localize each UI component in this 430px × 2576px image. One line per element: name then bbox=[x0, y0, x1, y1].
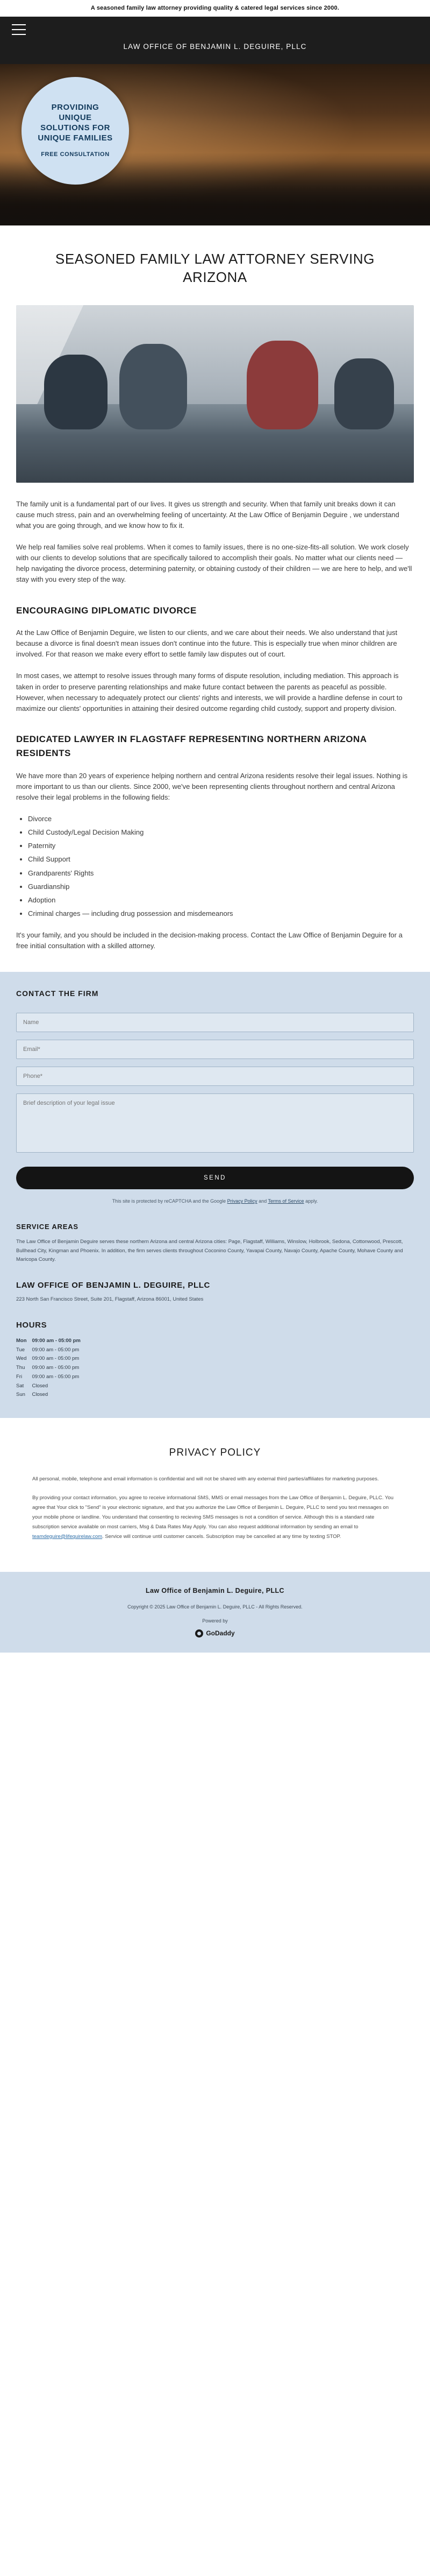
list-item: • Guardianship bbox=[28, 881, 414, 892]
hamburger-bar bbox=[12, 24, 26, 25]
list-item: • Criminal charges — including drug possession and misdemeanors bbox=[28, 908, 414, 919]
photo-person bbox=[247, 341, 318, 429]
footer-powered-by: Powered by bbox=[202, 1618, 228, 1624]
recaptcha-prefix: This site is protected by reCAPTCHA and the Google bbox=[112, 1198, 227, 1204]
site-navbar bbox=[0, 17, 430, 64]
table-row bbox=[16, 1391, 86, 1400]
privacy-heading: PRIVACY POLICY bbox=[169, 1447, 261, 1459]
contact-section bbox=[0, 972, 430, 1418]
hours-table bbox=[16, 1337, 86, 1400]
section-heading-flagstaff: DEDICATED LAWYER IN FLAGSTAFF REPRESENTING NORTHERN ARIZONA RESIDENTS bbox=[16, 733, 367, 759]
office-name: LAW OFFICE OF BENJAMIN L. DEGUIRE, PLLC bbox=[16, 1280, 210, 1290]
hamburger-menu-icon[interactable] bbox=[12, 24, 26, 35]
site-footer bbox=[0, 1572, 430, 1653]
contact-email-link[interactable]: teamdeguire@lifequirelaw.com bbox=[32, 1533, 103, 1540]
hours-time: 09:00 am - 05:00 pm bbox=[32, 1356, 80, 1362]
send-button[interactable]: SEND bbox=[16, 1167, 414, 1189]
hours-time: Closed bbox=[32, 1392, 48, 1398]
list-item: • Adoption bbox=[28, 895, 414, 906]
hours-time: 09:00 am - 05:00 pm bbox=[32, 1373, 80, 1380]
photo-person bbox=[44, 355, 108, 429]
practice-areas-list bbox=[16, 814, 414, 919]
recaptcha-suffix: apply. bbox=[304, 1198, 318, 1204]
table-row bbox=[16, 1346, 86, 1355]
hours-day: Tue bbox=[16, 1346, 25, 1353]
list-item: • Divorce bbox=[28, 814, 414, 824]
table-row bbox=[16, 1373, 86, 1382]
hero-badge[interactable] bbox=[22, 77, 129, 185]
godaddy-label: GoDaddy bbox=[206, 1629, 235, 1638]
recaptcha-and: and bbox=[257, 1198, 268, 1204]
godaddy-logo[interactable] bbox=[195, 1628, 234, 1639]
hamburger-bar bbox=[12, 34, 26, 35]
intro-paragraph: The family unit is a fundamental part of our lives. It gives us strength and security. When that family unit breaks down it can cause much stress, pain and an overwhelming feeling of uncertainty. At the Law Office of Benjamin Deguire , we understand what you are going through, and we know how to fix it. bbox=[16, 499, 399, 530]
contact-heading: CONTACT THE FIRM bbox=[16, 989, 99, 998]
name-field[interactable] bbox=[16, 1013, 414, 1032]
table-row bbox=[16, 1354, 86, 1364]
table-row bbox=[16, 1382, 86, 1391]
section-heading-divorce: ENCOURAGING DIPLOMATIC DIVORCE bbox=[16, 605, 197, 616]
announcement-text: A seasoned family law attorney providing quality & catered legal services since 2000. bbox=[90, 5, 340, 11]
table-row bbox=[16, 1337, 86, 1346]
hours-day: Thu bbox=[16, 1365, 25, 1371]
footer-business-name: Law Office of Benjamin L. Deguire, PLLC bbox=[146, 1586, 284, 1594]
privacy-paragraph bbox=[32, 1493, 398, 1542]
footer-copyright: Copyright © 2025 Law Office of Benjamin L. Deguire, PLLC - All Rights Reserved. bbox=[127, 1604, 303, 1610]
service-areas-text: The Law Office of Benjamin Deguire serves these northern Arizona and central Arizona cities: Page, Flagstaff, Williams, Winslow, Holbrook, Sedona, Cottonwood, Prescott, Bullhead City, Kingman and Phoenix. In addition, the firm serves clients throughout Coconino County, Yavapai County, Navajo County, Apache County, Mohave County and Maricopa County. bbox=[16, 1239, 403, 1262]
photo-person bbox=[334, 358, 394, 429]
hero-banner bbox=[0, 64, 430, 225]
section-paragraph: We have more than 20 years of experience helping northern and central Arizona residents resolve their legal issues. Nothing is more important to us than our clients. Since 2000, we've been representing clients throughout northern and central Arizona resolve their legal problems in the following fields: bbox=[16, 771, 408, 801]
section-paragraph: At the Law Office of Benjamin Deguire, we listen to our clients, and we care about their needs. We also understand that just because a divorce is final doesn't mean issues don't continue into the future. This is especially true when minor children are involved. For that reason we make every effort to settle family law disputes out of court. bbox=[16, 628, 398, 659]
terms-of-service-link[interactable]: Terms of Service bbox=[268, 1198, 304, 1204]
privacy-text-a: By providing your contact information, you agree to receive informational SMS, MMS or email messages from the Law Office of Benjamin L. Deguire, PLLC. You agree that Your click to "Send" is your electronic signature, and that you authorize the Law Office of Benjamin L. Deguire, PLLC to send you text messages on your mobile phone or landline. You understand that consenting to recieving SMS messages is not a condition of service. Although this is a standard rate subscription service available on most carriers, Msg & Data Rates May Apply. You can also request additional information by sending an email to bbox=[32, 1494, 394, 1530]
office-meeting-photo bbox=[16, 305, 414, 483]
list-item: • Child Support bbox=[28, 854, 414, 865]
godaddy-mark-icon bbox=[195, 1629, 203, 1638]
privacy-paragraph: All personal, mobile, telephone and email information is confidential and will not be shared with any external third parties/affiliates for marketing purposes. bbox=[32, 1476, 379, 1483]
office-address: 223 North San Francisco Street, Suite 201, Flagstaff, Arizona 86001, United States bbox=[16, 1296, 204, 1303]
hours-day: Fri bbox=[16, 1373, 23, 1380]
intro-paragraph: We help real families solve real problems. When it comes to family issues, there is no one-size-fits-all solution. We work closely with our clients to develop solutions that are specifically tailored to accomplish their goals. No matter what our clients need — help navigating the divorce process, determining paternity, or obtaining custody of their children — we are here to help, and we'll stay with you every step of the way. bbox=[16, 543, 412, 584]
hero-badge-subtitle: FREE CONSULTATION bbox=[41, 151, 110, 158]
hours-day: Sun bbox=[16, 1392, 25, 1398]
photo-person bbox=[119, 344, 187, 429]
section-paragraph: In most cases, we attempt to resolve issues through many forms of dispute resolution, including mediation. This approach is taken in order to preserve parenting relationships and make future contact between the parents as peaceful as possible. However, when necessary to adequately protect our clients' rights and interests, we will provide a hardline defense in court to maximize our clients' opportunities in attaining their desired outcome regarding child custody, support and property division. bbox=[16, 672, 403, 712]
phone-field[interactable] bbox=[16, 1067, 414, 1086]
main-content bbox=[0, 250, 430, 951]
table-row bbox=[16, 1364, 86, 1373]
privacy-policy-link[interactable]: Privacy Policy bbox=[227, 1198, 257, 1204]
privacy-section bbox=[0, 1418, 430, 1572]
hours-time: 09:00 am - 05:00 pm bbox=[32, 1338, 81, 1344]
message-field[interactable] bbox=[16, 1093, 414, 1153]
privacy-text-b: . Service will continue until customer cancels. Subscription may be cancelled at any time by texting STOP. bbox=[102, 1533, 341, 1540]
hamburger-bar bbox=[12, 29, 26, 30]
hours-time: 09:00 am - 05:00 pm bbox=[32, 1365, 80, 1371]
service-areas-heading: SERVICE AREAS bbox=[16, 1223, 78, 1231]
page-title: SEASONED FAMILY LAW ATTORNEY SERVING ARIZONA bbox=[55, 251, 375, 285]
section-closing-paragraph: It's your family, and you should be included in the decision-making process. Contact the Law Office of Benjamin Deguire for a free initial consultation with a skilled attorney. bbox=[16, 931, 403, 950]
hours-heading: HOURS bbox=[16, 1320, 47, 1330]
email-field[interactable] bbox=[16, 1040, 414, 1059]
site-brand-title[interactable]: LAW OFFICE OF BENJAMIN L. DEGUIRE, PLLC bbox=[123, 43, 307, 51]
hours-time: 09:00 am - 05:00 pm bbox=[32, 1346, 80, 1353]
hours-day: Sat bbox=[16, 1382, 24, 1389]
hours-time: Closed bbox=[32, 1382, 48, 1389]
hours-day: Mon bbox=[16, 1338, 27, 1344]
list-item: • Child Custody/Legal Decision Making bbox=[28, 827, 414, 838]
announcement-bar bbox=[0, 0, 430, 17]
list-item: • Grandparents' Rights bbox=[28, 868, 414, 879]
list-item: • Paternity bbox=[28, 841, 414, 851]
recaptcha-notice bbox=[16, 1198, 414, 1205]
hours-day: Wed bbox=[16, 1356, 27, 1362]
hero-badge-title: PROVIDING UNIQUE SOLUTIONS FOR UNIQUE FAMILIES bbox=[38, 103, 113, 143]
